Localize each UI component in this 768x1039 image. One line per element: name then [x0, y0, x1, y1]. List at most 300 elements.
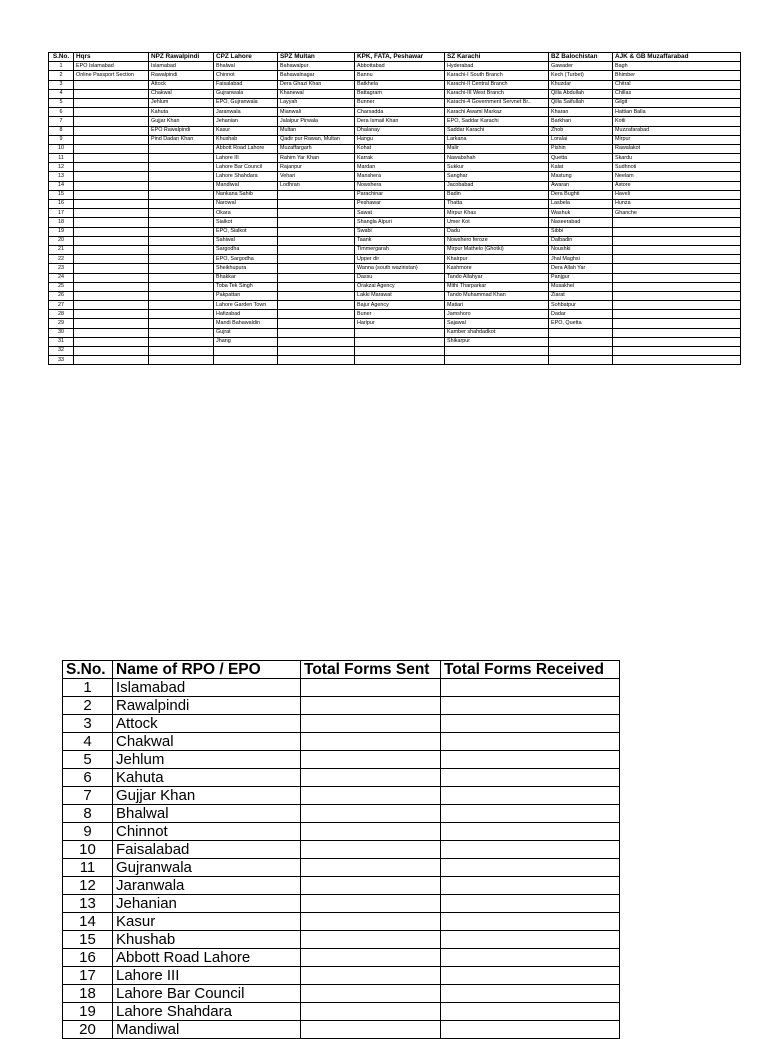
zone-table-cell [613, 255, 741, 264]
zone-table-cell: 30 [49, 328, 74, 337]
zone-table-cell: 18 [49, 218, 74, 227]
table-row [49, 273, 741, 282]
zone-table-cell: Qadir pur Rawan, Multan [278, 135, 355, 144]
zone-table-cell: Dadu [445, 227, 549, 236]
zone-table-cell [74, 209, 149, 218]
table-row [49, 62, 741, 71]
zone-table-cell: Jhal Maghsi [549, 255, 613, 264]
zone-table-cell [445, 347, 549, 356]
zone-table-cell [74, 190, 149, 199]
zone-table-cell: Sajawal [445, 319, 549, 328]
forms-table-cell: Jehanian [113, 895, 301, 913]
zone-table-cell [74, 310, 149, 319]
forms-table-cell [441, 949, 620, 967]
zone-table-cell: 31 [49, 337, 74, 346]
zone-table-cell: Islamabad [149, 62, 214, 71]
forms-table-cell: 15 [63, 931, 113, 949]
zone-table-cell: Wanna (south waziristan) [355, 264, 445, 273]
zone-table-cell [613, 319, 741, 328]
zone-table-cell [149, 144, 214, 153]
table-row [49, 117, 741, 126]
zone-table-cell: 15 [49, 190, 74, 199]
zone-table-cell [74, 108, 149, 117]
zone-table-cell: EPO, Saddar Karachi [445, 117, 549, 126]
zone-table-cell: Toba Tek Singh [214, 282, 278, 291]
zone-table-cell: Narowal [214, 200, 278, 209]
zone-table-cell: 9 [49, 135, 74, 144]
zone-table-cell: Kashmore [445, 264, 549, 273]
table-row [49, 301, 741, 310]
zone-table-cell: Karachi-II Central Branch [445, 80, 549, 89]
zone-table-cell: 1 [49, 62, 74, 71]
zone-table-cell: Nowshera [355, 181, 445, 190]
zone-table-cell [613, 310, 741, 319]
zone-table-cell [278, 245, 355, 254]
zone-table-cell: Umer Kot [445, 218, 549, 227]
zone-table-cell [549, 347, 613, 356]
zone-table-cell [149, 328, 214, 337]
forms-table-cell [301, 895, 441, 913]
zone-table-cell: Kahuta [149, 108, 214, 117]
zone-table-cell: Sargodha [214, 245, 278, 254]
zone-table-cell: Jehanian [214, 117, 278, 126]
zone-table-cell [278, 282, 355, 291]
zone-table-cell: Jaranwala [214, 108, 278, 117]
forms-table-cell [301, 823, 441, 841]
zone-table-column-header: BZ Balochistan [549, 53, 613, 62]
forms-table-cell: Gujjar Khan [113, 787, 301, 805]
zone-table-cell [74, 126, 149, 135]
zone-table-cell: Ziarat [549, 291, 613, 300]
zone-table-cell [74, 301, 149, 310]
table-row [63, 985, 620, 1003]
forms-table-cell: 3 [63, 715, 113, 733]
forms-table-cell: 16 [63, 949, 113, 967]
zone-table-cell: 16 [49, 200, 74, 209]
zone-table-cell: 3 [49, 80, 74, 89]
forms-table-cell: Mandiwal [113, 1021, 301, 1039]
forms-table-cell: Kasur [113, 913, 301, 931]
zone-table-cell: Pakpattan [214, 291, 278, 300]
zone-table-cell: Noushki [549, 245, 613, 254]
zone-table-cell: Layyah [278, 98, 355, 107]
zone-table-cell [355, 347, 445, 356]
zone-table-cell: 5 [49, 98, 74, 107]
table-row [49, 181, 741, 190]
table-row [63, 931, 620, 949]
zone-table-cell: Gujjar Khan [149, 117, 214, 126]
zone-table-cell [613, 273, 741, 282]
zone-table-cell: 6 [49, 108, 74, 117]
zone-table-cell [149, 255, 214, 264]
zone-table-cell: Sohbatpur [549, 301, 613, 310]
zone-table-cell: Dera Bughti [549, 190, 613, 199]
forms-table-cell: 4 [63, 733, 113, 751]
table-row [63, 787, 620, 805]
zone-table-cell: Lahore III [214, 154, 278, 163]
zone-table-cell [74, 319, 149, 328]
zone-table-cell: Dalbadin [549, 236, 613, 245]
zone-table-cell: Kalat [549, 163, 613, 172]
zone-table-cell: Khairpur [445, 255, 549, 264]
table-row [49, 209, 741, 218]
forms-table-cell: 1 [63, 679, 113, 697]
zone-table-cell [74, 347, 149, 356]
table-row [49, 245, 741, 254]
zone-table-cell [74, 227, 149, 236]
zone-table-cell: 25 [49, 282, 74, 291]
forms-table-cell: Gujranwala [113, 859, 301, 877]
forms-table-cell: Rawalpindi [113, 697, 301, 715]
forms-table-column-header: Total Forms Sent [301, 661, 441, 679]
zone-table-cell: Vehari [278, 172, 355, 181]
zone-table-cell: Jamshoro [445, 310, 549, 319]
zone-table-cell: 26 [49, 291, 74, 300]
table-row [63, 895, 620, 913]
forms-table-cell: 7 [63, 787, 113, 805]
zone-table-cell: Dhalanay [355, 126, 445, 135]
zone-table-cell: Rajanpur [278, 163, 355, 172]
zone-table-cell: Rahim Yar Khan [278, 154, 355, 163]
zone-table-cell [74, 264, 149, 273]
zone-table-cell: Mirpur Mathelo (Ghotki) [445, 245, 549, 254]
zone-table-cell [74, 236, 149, 245]
zone-table-cell [613, 347, 741, 356]
zone-table-cell: Khuzdar [549, 80, 613, 89]
forms-table-cell: Attock [113, 715, 301, 733]
forms-table-cell [441, 1021, 620, 1039]
zone-table-cell: Ghanche [613, 209, 741, 218]
zone-table-cell: Barkhan [549, 117, 613, 126]
forms-table-cell: Islamabad [113, 679, 301, 697]
zone-table-cell: Naseerabad [549, 218, 613, 227]
zone-table-cell: 17 [49, 209, 74, 218]
zone-table-cell [74, 328, 149, 337]
forms-table-cell: Faisalabad [113, 841, 301, 859]
zone-table-cell: Peshawar [355, 200, 445, 209]
zone-table-cell: Sudhnoti [613, 163, 741, 172]
forms-table-cell [301, 769, 441, 787]
table-row [49, 200, 741, 209]
table-row [63, 859, 620, 877]
zone-table-cell: 29 [49, 319, 74, 328]
zone-table-cell: Bannu [355, 71, 445, 80]
table-row [49, 291, 741, 300]
forms-table-cell [301, 859, 441, 877]
zone-table-cell: Multan [278, 126, 355, 135]
zone-table-cell: Upper dir [355, 255, 445, 264]
forms-table-cell: 9 [63, 823, 113, 841]
zone-table-cell: Kohat [355, 144, 445, 153]
forms-table-cell [301, 967, 441, 985]
zone-table-cell: Dera Ismail Khan [355, 117, 445, 126]
zone-table-cell: Lahore Shahdara [214, 172, 278, 181]
forms-table-cell [441, 751, 620, 769]
forms-table-cell [301, 949, 441, 967]
zone-table-cell [149, 245, 214, 254]
zone-table-cell [278, 218, 355, 227]
zone-offices-table [48, 52, 741, 365]
zone-table-cell: Charsadda [355, 108, 445, 117]
zone-table-cell: 4 [49, 89, 74, 98]
zone-table-cell: 23 [49, 264, 74, 273]
zone-table-cell: Karrak [355, 154, 445, 163]
zone-table-cell [149, 181, 214, 190]
zone-table-cell: Bhakkar [214, 273, 278, 282]
zone-table-cell: Chillas [613, 89, 741, 98]
zone-table-cell [278, 227, 355, 236]
zone-table-cell: Bajur Agency [355, 301, 445, 310]
table-row [49, 154, 741, 163]
zone-table-cell: Thatta [445, 200, 549, 209]
zone-table-cell: Karachi-4 Government Servnet Br.. [445, 98, 549, 107]
zone-table-cell [214, 356, 278, 365]
zone-table-cell [613, 245, 741, 254]
forms-table-cell [301, 805, 441, 823]
zone-table-cell [149, 227, 214, 236]
forms-table-cell [441, 733, 620, 751]
zone-table-cell: Shikarpur [445, 337, 549, 346]
zone-table-cell: Tando Allahyar [445, 273, 549, 282]
zone-table-cell: 20 [49, 236, 74, 245]
table-row [63, 841, 620, 859]
zone-table-cell [355, 356, 445, 365]
forms-table-column-header: Name of RPO / EPO [113, 661, 301, 679]
table-row [63, 949, 620, 967]
forms-table-cell [301, 679, 441, 697]
zone-table-cell: Saddar Karachi [445, 126, 549, 135]
forms-table-cell [441, 931, 620, 949]
zone-table-column-header: SPZ Multan [278, 53, 355, 62]
zone-table-cell: EPO, Gujranwala [214, 98, 278, 107]
zone-table-cell: Qilla Saifullah [549, 98, 613, 107]
zone-table-cell: Manshera [355, 172, 445, 181]
table-row [49, 319, 741, 328]
forms-table-cell: Khushab [113, 931, 301, 949]
zone-table-cell: Lasbela [549, 200, 613, 209]
zone-table-cell [278, 291, 355, 300]
zone-table-cell [278, 328, 355, 337]
zone-table-cell: Lakki Marawat [355, 291, 445, 300]
zone-table-cell [149, 337, 214, 346]
zone-table-cell [445, 356, 549, 365]
zone-table-cell [149, 218, 214, 227]
zone-table-cell [549, 328, 613, 337]
zone-table-cell: Bahawalnagar [278, 71, 355, 80]
zone-table-cell [74, 135, 149, 144]
zone-table-cell: Muzaffargarh [278, 144, 355, 153]
zone-table-cell: Mastung [549, 172, 613, 181]
forms-table-cell: Bhalwal [113, 805, 301, 823]
forms-table-cell: Jehlum [113, 751, 301, 769]
zone-table-cell: Khanewal [278, 89, 355, 98]
table-row [49, 71, 741, 80]
zone-table-cell: Kotli [613, 117, 741, 126]
zone-table-cell [149, 209, 214, 218]
zone-table-cell [278, 347, 355, 356]
zone-table-cell [149, 356, 214, 365]
zone-table-cell: Matiari [445, 301, 549, 310]
zone-table-cell [149, 190, 214, 199]
zone-table-cell: Haveli [613, 190, 741, 199]
table-row [63, 967, 620, 985]
forms-table-cell: 10 [63, 841, 113, 859]
zone-table-cell [74, 218, 149, 227]
zone-table-cell: 11 [49, 154, 74, 163]
forms-table-cell: Jaranwala [113, 877, 301, 895]
zone-table-cell [149, 264, 214, 273]
forms-table-cell: 17 [63, 967, 113, 985]
zone-table-cell: 32 [49, 347, 74, 356]
forms-table-cell [301, 985, 441, 1003]
zone-table-cell: Pishin [549, 144, 613, 153]
zone-table-column-header: S.No. [49, 53, 74, 62]
zone-table-cell: Larkana [445, 135, 549, 144]
zone-table-cell: 19 [49, 227, 74, 236]
zone-table-cell: 12 [49, 163, 74, 172]
zone-table-cell [613, 291, 741, 300]
zone-table-cell: Mardan [355, 163, 445, 172]
zone-table-header-row [49, 53, 741, 62]
table-row [63, 877, 620, 895]
zone-table-cell [149, 236, 214, 245]
zone-table-cell: Bunner [355, 98, 445, 107]
zone-table-cell: 22 [49, 255, 74, 264]
zone-table-cell: Bahawalpur [278, 62, 355, 71]
zone-table-cell: Lahore Bar Council [214, 163, 278, 172]
zone-table-cell: Khushab [214, 135, 278, 144]
zone-table-cell: Haripur [355, 319, 445, 328]
table-row [49, 347, 741, 356]
zone-table-cell [74, 200, 149, 209]
forms-table-cell [441, 841, 620, 859]
zone-table-cell: Nawabshah [445, 154, 549, 163]
zone-table-cell: Lahore Garden Town [214, 301, 278, 310]
zone-table-cell: Astore [613, 181, 741, 190]
zone-table-column-header: AJK & GB Muzaffarabad [613, 53, 741, 62]
zone-table-cell: Dera Ghazi Khan [278, 80, 355, 89]
zone-table-cell: Mirpur Khas [445, 209, 549, 218]
zone-table-cell [74, 144, 149, 153]
zone-table-cell: Sukkur [445, 163, 549, 172]
zone-table-cell [74, 154, 149, 163]
zone-table-cell: Jhang [214, 337, 278, 346]
table-row [63, 697, 620, 715]
zone-table-cell: 8 [49, 126, 74, 135]
table-row [49, 98, 741, 107]
zone-table-cell: Sibbi [549, 227, 613, 236]
table-row [63, 805, 620, 823]
zone-table-cell: Abbottabad [355, 62, 445, 71]
zone-table-cell [149, 282, 214, 291]
forms-table-cell [441, 913, 620, 931]
zone-table-cell [149, 301, 214, 310]
zone-table-cell [355, 337, 445, 346]
forms-table-cell [441, 769, 620, 787]
zone-table-cell [74, 163, 149, 172]
zone-table-cell [278, 310, 355, 319]
forms-table-column-header: S.No. [63, 661, 113, 679]
zone-table-cell [549, 337, 613, 346]
table-row [49, 89, 741, 98]
zone-table-cell: Malir [445, 144, 549, 153]
table-row [49, 337, 741, 346]
zone-table-cell [278, 209, 355, 218]
zone-table-cell: 21 [49, 245, 74, 254]
zone-table-cell: Swabi [355, 227, 445, 236]
zone-table-cell: Kech (Turbet) [549, 71, 613, 80]
zone-table-column-header: SZ Karachi [445, 53, 549, 62]
table-row [63, 751, 620, 769]
table-row [49, 135, 741, 144]
zone-table-cell: Buner [355, 310, 445, 319]
forms-table-cell: 19 [63, 1003, 113, 1021]
zone-table-cell: EPO Islamabad [74, 62, 149, 71]
zone-table-cell: Hunza [613, 200, 741, 209]
zone-table-cell: Faisalabad [214, 80, 278, 89]
zone-table-cell: Bagh [613, 62, 741, 71]
forms-table-cell: Kahuta [113, 769, 301, 787]
table-row [49, 108, 741, 117]
zone-table-cell [74, 273, 149, 282]
zone-table-cell: Parachinar [355, 190, 445, 199]
table-row [63, 679, 620, 697]
table-row [63, 715, 620, 733]
zone-table-cell: EPO, Quetta [549, 319, 613, 328]
forms-table-cell: Chakwal [113, 733, 301, 751]
zone-table-cell: Online Passport Section [74, 71, 149, 80]
forms-table-cell [441, 877, 620, 895]
table-row [49, 356, 741, 365]
zone-table-cell: EPO, Sialkot [214, 227, 278, 236]
zone-table-cell [278, 273, 355, 282]
forms-table-cell [441, 805, 620, 823]
table-row [49, 218, 741, 227]
zone-table-cell [355, 328, 445, 337]
zone-table-cell: Gujranwala [214, 89, 278, 98]
forms-table-cell [441, 1003, 620, 1021]
table-row [49, 255, 741, 264]
table-row [63, 1003, 620, 1021]
table-row [63, 823, 620, 841]
zone-table-cell: Badin [445, 190, 549, 199]
zone-table-cell: Hyderabad [445, 62, 549, 71]
zone-table-cell: Rawalakot [613, 144, 741, 153]
table-row [49, 310, 741, 319]
zone-table-cell [74, 337, 149, 346]
table-row [63, 1021, 620, 1039]
zone-table-column-header: KPK, FATA, Peshawar [355, 53, 445, 62]
zone-table-cell [613, 227, 741, 236]
zone-table-column-header: Hqrs [74, 53, 149, 62]
forms-table-cell: 14 [63, 913, 113, 931]
zone-table-cell: Chakwal [149, 89, 214, 98]
zone-table-cell [214, 347, 278, 356]
table-row [49, 163, 741, 172]
zone-table-cell: Dassu [355, 273, 445, 282]
zone-table-cell: Mandi Bahawaldin [214, 319, 278, 328]
zone-table-cell [74, 172, 149, 181]
forms-table-cell: 2 [63, 697, 113, 715]
zone-table-cell: Loralai [549, 135, 613, 144]
zone-table-cell: Quetta [549, 154, 613, 163]
zone-table-cell [278, 255, 355, 264]
forms-table-cell [301, 841, 441, 859]
zone-table-cell: Bhimber [613, 71, 741, 80]
zone-table-cell: Rawalpindi [149, 71, 214, 80]
forms-table-cell [301, 1021, 441, 1039]
zone-table-cell: Karachi-I South Branch [445, 71, 549, 80]
